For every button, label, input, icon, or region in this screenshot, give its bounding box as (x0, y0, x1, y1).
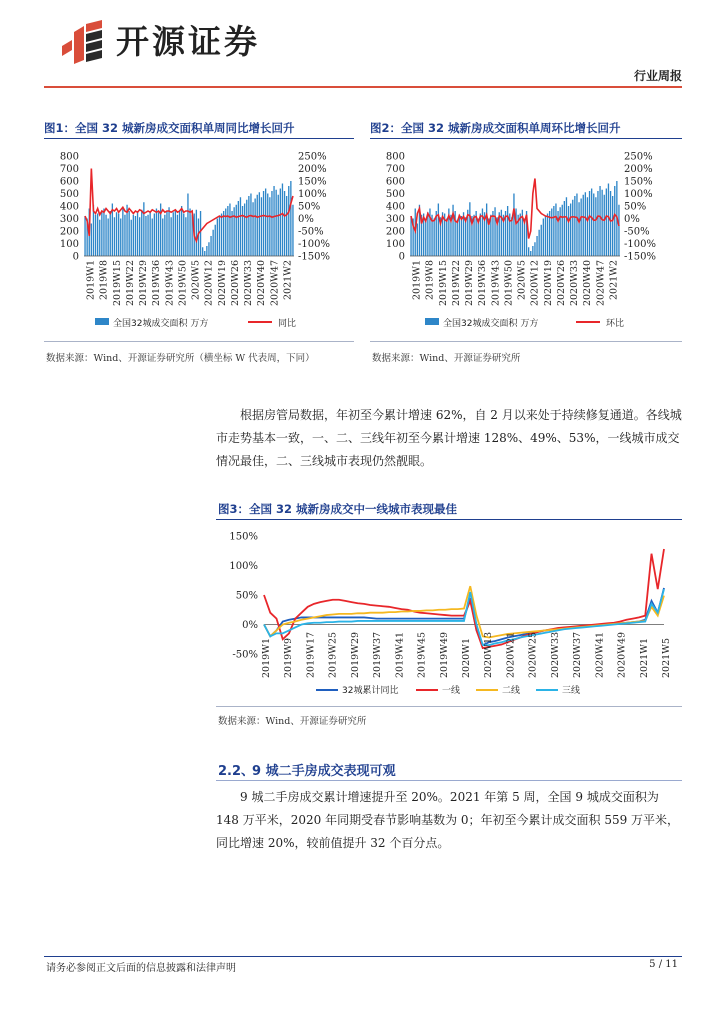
figure2-y-tick: 600 (385, 176, 405, 188)
figure1-bar (118, 214, 119, 257)
figure1-bar (254, 199, 255, 257)
figure2-x-tick: 2019W8 (424, 260, 436, 300)
figure2-y-tick: 400 (385, 201, 405, 213)
figure1-bar (137, 212, 138, 256)
figure3-title-rule (216, 519, 682, 520)
figure3-legend-swatch (476, 689, 498, 691)
figure2-y-tick: 700 (385, 164, 405, 175)
figure2-bar (469, 202, 470, 256)
figure2-y2-tick: 100% (624, 189, 653, 200)
figure2-x-tick: 2020W47 (595, 260, 607, 307)
figure1-bar (196, 210, 197, 256)
figure1-bar (227, 206, 228, 256)
figure1-bar (110, 211, 111, 256)
report-type: 行业周报 (633, 69, 682, 83)
figure1-bar (269, 197, 270, 256)
figure1-x-tick: 2019W50 (177, 260, 189, 307)
figure3-x-tick: 2020W41 (594, 631, 606, 678)
figure1-bar (223, 211, 224, 256)
figure1-bar (200, 211, 201, 256)
company-logo-text: 开源证券 (116, 22, 260, 61)
figure1-title-rule (44, 138, 354, 139)
figure2-bar (595, 197, 596, 256)
figure3-source: 数据来源：Wind、开源证券研究所 (218, 716, 367, 727)
figure1-bar (107, 219, 108, 257)
figure1-bar (141, 210, 142, 256)
figure2-legend-line-label: 环比 (606, 319, 625, 329)
figure2-y2-tick: 250% (624, 151, 653, 163)
figure3-x-tick: 2020W13 (483, 631, 495, 678)
figure3-legend (316, 683, 656, 697)
figure3-legend-swatch (316, 689, 338, 691)
figure3-legend-label: 一线 (442, 686, 461, 696)
figure1-y2-tick: 50% (298, 201, 321, 213)
figure2-source: 数据来源：Wind、开源证券研究所 (372, 353, 521, 364)
figure1-bar (131, 220, 132, 256)
figure1-bar (236, 205, 237, 256)
figure2-bar (587, 197, 588, 256)
figure1-bar (212, 230, 213, 256)
figure1-x-tick: 2019W43 (164, 260, 176, 307)
figure1-bar (135, 216, 136, 256)
figure3-x-tick: 2021W1 (638, 638, 650, 678)
figure1-bar (248, 196, 249, 256)
figure1-bar (238, 201, 239, 256)
figure2-bar (511, 217, 512, 256)
figure2-bar (433, 219, 434, 257)
figure1-bar (244, 204, 245, 257)
figure3-x-tick: 2021W5 (661, 638, 672, 678)
figure1-bar (280, 189, 281, 257)
figure2-x-tick: 2020W33 (569, 260, 581, 307)
figure1-y2-tick: 100% (298, 189, 327, 200)
figure2-bar (545, 216, 546, 256)
figure1-x-tick: 2019W15 (111, 260, 123, 307)
figure2-bar (534, 242, 535, 256)
figure1-bar (261, 197, 262, 256)
figure1-bar (122, 209, 123, 257)
figure1-bar (177, 215, 178, 256)
figure1-bar (152, 219, 153, 257)
figure2-title: 图2：全国 32 城新房成交面积单周环比增长回升 (370, 121, 621, 135)
figure1-bar (95, 215, 96, 256)
figure2-y-tick: 300 (385, 214, 405, 225)
figure1-bar (97, 214, 98, 257)
figure1-bar (99, 220, 100, 256)
figure2-bar (566, 197, 567, 256)
figure1-bar (282, 184, 283, 257)
figure1-bar (252, 202, 253, 256)
figure2-bar (585, 192, 586, 256)
figure3-x-tick: 2020W37 (572, 631, 584, 678)
figure1-source: 数据来源：Wind、开源证券研究所（横坐标 W 代表周，下同） (46, 353, 315, 364)
figure1-bar (221, 214, 222, 257)
figure2-bar (572, 200, 573, 256)
figure2-chart (370, 144, 686, 314)
figure2-bar (614, 186, 615, 256)
figure1-bar (91, 224, 92, 257)
figure1-y-tick: 500 (59, 189, 79, 200)
figure2-bar (606, 189, 607, 257)
figure2-bar (513, 194, 514, 257)
page-number: 5 / 11 (649, 959, 678, 970)
figure1-bar (210, 236, 211, 256)
figure2-y-tick: 500 (385, 189, 405, 200)
figure3-x-tick: 2019W17 (305, 631, 317, 678)
figure2-bar (618, 205, 619, 256)
figure1-bar (154, 214, 155, 257)
figure1-y2-tick: 200% (298, 164, 327, 175)
figure3-y-tick: 100% (229, 561, 258, 572)
figure1-bar (231, 211, 232, 256)
figure2-bar (446, 219, 447, 257)
figure1-bar (267, 194, 268, 257)
figure3-x-tick: 2019W37 (372, 631, 384, 678)
figure1-bar (162, 219, 163, 257)
figure1-bar (181, 206, 182, 256)
figure3-x-tick: 2019W25 (327, 631, 339, 678)
figure1-bar (263, 191, 264, 256)
figure1-y2-tick: -150% (298, 251, 330, 263)
figure3-y-tick: 150% (229, 531, 258, 543)
figure2-x-tick: 2020W19 (542, 260, 554, 307)
figure2-bar (589, 191, 590, 256)
figure1-bar (175, 210, 176, 256)
figure2-bar (459, 215, 460, 256)
figure1-x-tick: 2020W12 (203, 260, 215, 307)
figure1-bar (271, 191, 272, 256)
figure1-y2-tick: 150% (298, 176, 327, 188)
figure1-bar (290, 181, 291, 256)
figure2-bar (425, 220, 426, 256)
figure2-x-tick: 2019W36 (477, 260, 489, 307)
figure3-x-tick: 2019W49 (438, 631, 450, 678)
figure2-x-tick: 2019W43 (490, 260, 502, 307)
figure2-x-tick: 2020W26 (555, 260, 567, 307)
figure2-y2-tick: 150% (624, 176, 653, 188)
figure2-x-tick: 2019W1 (411, 260, 423, 300)
figure2-bar (557, 211, 558, 256)
figure3-legend-swatch (536, 689, 558, 691)
figure1-legend-bar-swatch (95, 318, 109, 325)
figure2-bar (564, 201, 565, 256)
figure2-bar (610, 191, 611, 256)
figure3-legend-label: 32城累计同比 (342, 686, 399, 696)
figure1-y-tick: 200 (59, 226, 79, 238)
figure1-bar (250, 194, 251, 257)
figure1-y2-tick: 0% (298, 214, 314, 225)
figure2-y2-tick: -50% (624, 226, 650, 238)
figure3-x-tick: 2019W45 (416, 631, 428, 678)
figure2-bar (570, 204, 571, 257)
figure2-x-tick: 2019W29 (464, 260, 476, 307)
figure2-x-tick: 2019W15 (437, 260, 449, 307)
figure3-legend-label: 二线 (502, 686, 521, 696)
figure2-legend-line-swatch (576, 321, 600, 323)
figure2-y2-tick: -150% (624, 251, 656, 263)
figure2-title-rule (370, 138, 682, 139)
company-logo-icon (58, 20, 108, 64)
figure2-bar (576, 194, 577, 257)
figure1-y2-tick: -50% (298, 226, 324, 238)
header-divider (44, 86, 682, 88)
figure1-bar (278, 195, 279, 256)
figure1-bar (120, 219, 121, 257)
figure3-legend-swatch (416, 689, 438, 691)
figure2-bar (492, 211, 493, 256)
figure3-x-tick: 2020W25 (527, 631, 539, 678)
figure1-bar (265, 189, 266, 257)
figure1-bar (101, 212, 102, 256)
figure2-bar (601, 190, 602, 256)
figure1-legend-line-label: 同比 (278, 319, 297, 329)
figure1-bar (158, 212, 159, 256)
figure2-bar (562, 205, 563, 256)
figure2-x-tick: 2020W5 (516, 260, 528, 300)
figure1-bar (202, 247, 203, 256)
figure1-bar (292, 205, 293, 256)
figure1-bar (242, 206, 243, 256)
figure2-bar (528, 247, 529, 256)
figure1-x-tick: 2020W40 (256, 260, 268, 307)
figure1-bar (259, 192, 260, 256)
figure1-bar (114, 217, 115, 256)
paragraph-new-house: 根据房管局数据，年初至今累计增速 62%，自 2 月以来处于持续修复通道。各线城市走势基本一致，一、二、三线年初至今累计增速 128%、49%、53%，一线城市成交情况最佳，二、三线城市表现仍然靓眼。 (216, 408, 682, 468)
figure1-bar (229, 204, 230, 257)
figure1-bar (139, 217, 140, 256)
figure1-bar (168, 207, 169, 256)
figure2-x-tick: 2019W50 (503, 260, 515, 307)
figure1-bar (189, 209, 190, 257)
figure3-legend-label: 三线 (562, 686, 581, 696)
figure1-bar (179, 211, 180, 256)
figure2-bar (486, 204, 487, 257)
figure1-bar (233, 207, 234, 256)
figure2-bar (461, 216, 462, 256)
figure2-bar (574, 196, 575, 256)
figure1-x-tick: 2020W26 (229, 260, 241, 307)
figure1-bar (257, 195, 258, 256)
figure2-y-tick: 200 (385, 226, 405, 238)
figure1-bar (143, 202, 144, 256)
figure1-bar (185, 217, 186, 256)
figure2-bar (465, 217, 466, 256)
figure2-bar (438, 204, 439, 257)
figure3-x-tick: 2020W21 (505, 631, 517, 678)
figure1-bar (286, 196, 287, 256)
figure1-y-tick: 100 (59, 239, 79, 250)
figure1-bar (208, 242, 209, 256)
figure2-bar (532, 246, 533, 256)
figure1-y2-tick: -100% (298, 239, 330, 250)
figure1-bar (128, 211, 129, 256)
figure1-bar (105, 215, 106, 256)
figure2-bar (417, 224, 418, 257)
figure3-x-tick: 2020W1 (461, 638, 472, 678)
figure2-x-tick: 2019W22 (450, 260, 462, 307)
figure1-legend-line-swatch (248, 321, 272, 323)
figure2-x-tick: 2020W12 (529, 260, 541, 307)
figure2-bar (507, 206, 508, 256)
figure2-y-tick: 0 (398, 251, 405, 263)
footer-divider (44, 956, 682, 957)
figure2-bar (457, 220, 458, 256)
figure1-x-tick: 2020W47 (269, 260, 281, 307)
figure1-bar (204, 251, 205, 256)
figure1-bar (173, 212, 174, 256)
figure2-bar (608, 184, 609, 257)
figure1-bar (217, 219, 218, 257)
figure1-y-tick: 0 (72, 251, 79, 263)
figure1-bar (149, 211, 150, 256)
figure1-bar (284, 191, 285, 256)
figure3-y-tick: 50% (235, 590, 258, 602)
figure3-title: 图3：全国 32 城新房成交中一线城市表现最佳 (218, 502, 458, 516)
figure1-bottom-rule (44, 341, 354, 342)
paragraph-second-hand: 9 城二手房成交累计增速提升至 20%。2021 年第 5 周，全国 9 城成交面积为 148 万平米，2020 年同期受春节影响基数为 0；年初至今累计成交面积 559 万平米，同比增速 20%，较前值提升 32 个百分点。 (216, 790, 680, 850)
figure2-bar (593, 194, 594, 257)
figure1-bar (288, 186, 289, 256)
figure2-bar (536, 236, 537, 256)
figure2-legend-bar-swatch (425, 318, 439, 325)
figure3-y-tick: -50% (232, 649, 258, 661)
figure1-bar (246, 200, 247, 256)
figure1-x-tick: 2019W22 (124, 260, 136, 307)
figure2-bar (612, 196, 613, 256)
figure1-bar (147, 215, 148, 256)
figure1-x-tick: 2020W5 (190, 260, 202, 300)
figure2-bar (543, 219, 544, 257)
figure3-chart (216, 524, 682, 680)
figure1-y-tick: 300 (59, 214, 79, 225)
figure1-bar (240, 197, 241, 256)
figure2-bottom-rule (370, 341, 682, 342)
figure1-x-tick: 2019W36 (151, 260, 163, 307)
figure1-title: 图1：全国 32 城新房成交面积单周同比增长回升 (44, 121, 295, 135)
figure1-y2-tick: 250% (298, 151, 327, 163)
section-title: 9 城二手房成交表现可观 (252, 764, 396, 779)
figure1-bar (215, 225, 216, 256)
figure1-bar (166, 211, 167, 256)
figure2-x-tick: 2021W2 (608, 260, 620, 300)
figure3-x-tick: 2020W49 (616, 631, 628, 678)
figure2-bar (551, 209, 552, 257)
figure2-bar (541, 225, 542, 256)
figure1-bar (219, 216, 220, 256)
figure2-x-tick: 2020W40 (582, 260, 594, 307)
figure2-y2-tick: 0% (624, 214, 640, 225)
figure1-y-tick: 800 (59, 151, 79, 163)
figure2-bar (583, 195, 584, 256)
figure3-x-tick: 2020W33 (549, 631, 561, 678)
figure3-bottom-rule (216, 706, 682, 707)
figure1-bar (183, 214, 184, 257)
figure1-x-tick: 2020W33 (243, 260, 255, 307)
figure1-bar (116, 212, 117, 256)
figure3-y-tick: 0% (242, 620, 258, 631)
figure2-bar (559, 207, 560, 256)
figure1-x-tick: 2020W19 (216, 260, 228, 307)
figure1-bar (170, 217, 171, 256)
figure2-bar (494, 207, 495, 256)
figure3-series-line (264, 586, 664, 637)
figure1-bar (156, 209, 157, 257)
figure1-bar (187, 194, 188, 257)
figure1-x-tick: 2021W2 (282, 260, 294, 300)
figure1-x-tick: 2019W29 (138, 260, 150, 307)
figure1-bar (124, 215, 125, 256)
figure1-bar (206, 246, 207, 256)
figure3-x-tick: 2019W1 (261, 638, 272, 678)
figure2-bar (555, 204, 556, 257)
figure2-y2-tick: 200% (624, 164, 653, 175)
figure1-bar (273, 186, 274, 256)
figure1-bar (275, 190, 276, 256)
figure1-legend-bar-label: 全国32城成交面积 万方 (113, 319, 209, 329)
figure2-bar (547, 214, 548, 257)
figure1-bar (133, 215, 134, 256)
figure2-bar (553, 206, 554, 256)
figure1-bar (145, 216, 146, 256)
figure1-chart (44, 144, 360, 314)
figure2-bar (580, 199, 581, 257)
figure2-bar (530, 251, 531, 256)
figure1-y-tick: 400 (59, 201, 79, 213)
figure1-bar (103, 209, 104, 257)
figure2-bar (427, 212, 428, 256)
figure1-y-tick: 600 (59, 176, 79, 188)
figure2-bar (591, 189, 592, 257)
figure2-y2-tick: 50% (624, 201, 647, 213)
figure3-x-tick: 2019W41 (394, 631, 406, 678)
figure2-bar (578, 202, 579, 256)
figure1-bar (164, 215, 165, 256)
figure1-bar (84, 216, 85, 256)
footer-disclaimer: 请务必参阅正文后面的信息披露和法律声明 (46, 963, 236, 974)
figure1-x-tick: 2019W8 (98, 260, 110, 300)
figure2-y-tick: 800 (385, 151, 405, 163)
figure2-y-tick: 100 (385, 239, 405, 250)
figure2-bar (597, 191, 598, 256)
figure1-y-tick: 700 (59, 164, 79, 175)
section-rule (216, 780, 682, 781)
section-number: 2.2、 (218, 764, 255, 779)
figure2-bar (604, 195, 605, 256)
figure2-bar (599, 186, 600, 256)
figure2-bar (568, 206, 569, 256)
figure3-x-tick: 2019W9 (283, 638, 295, 678)
figure2-legend-bar-label: 全国32城成交面积 万方 (443, 319, 539, 329)
figure2-y2-tick: -100% (624, 239, 656, 250)
figure2-bar (538, 230, 539, 256)
figure3-x-tick: 2019W29 (349, 631, 361, 678)
figure1-x-tick: 2019W1 (85, 260, 97, 300)
